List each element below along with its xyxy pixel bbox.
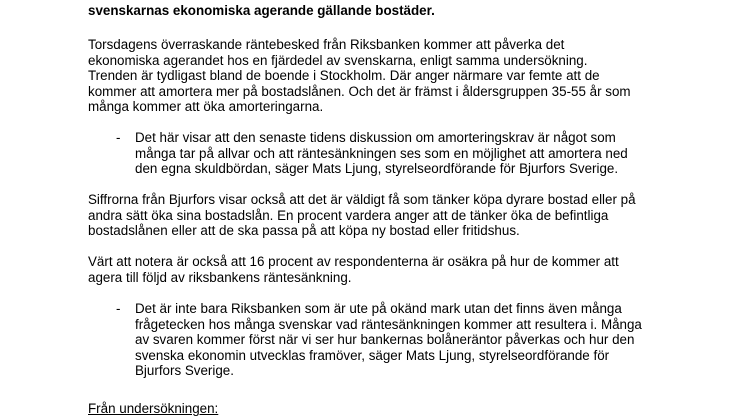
- quote-dash: -: [116, 130, 121, 145]
- quote-line: av svaren kommer först när vi ser hur bankernas bolåneräntor påverkas och hur den: [135, 332, 635, 347]
- paragraph-line: Värt att notera är också att 16 procent av respondenterna är osäkra på hur de kommer att: [88, 254, 619, 269]
- quote-line: Det här visar att den senaste tidens diskussion om amorteringskrav är något som: [135, 130, 616, 145]
- paragraph-line: Torsdagens överraskande räntebesked från Riksbanken kommer att påverka det: [88, 37, 565, 52]
- paragraph-line: bostadslånen eller att de ska passa på att köpa ny bostad eller fritidshus.: [88, 223, 520, 238]
- quote-dash: -: [116, 301, 121, 316]
- quote-line: många tar på allvar och att räntesänkningen ses som en möjlighet att amortera ned: [135, 146, 628, 161]
- quote-line: Bjurfors Sverige.: [135, 363, 234, 378]
- paragraph-line: många kommer att öka amorteringarna.: [88, 99, 324, 114]
- section-heading: Från undersökningen:: [88, 401, 219, 416]
- quote-line: Det är inte bara Riksbanken som är ute på okänd mark utan det finns även många: [135, 301, 622, 316]
- quote-line: svenska ekonomin utvecklas framöver, säger Mats Ljung, styrelseordförande för: [135, 348, 610, 363]
- intro-line: svenskarnas ekonomiska agerande gällande bostäder.: [88, 3, 435, 18]
- paragraph-line: ekonomiska agerandet hos en fjärdedel av svenskarna, enligt samma undersökning.: [88, 53, 588, 68]
- paragraph-line: Siffrorna från Bjurfors visar också att det är väldigt få som tänker köpa dyrare bostad eller på: [88, 192, 636, 207]
- quote-line: den egna skuldbördan, säger Mats Ljung, styrelseordförande för Bjurfors Sverige.: [135, 161, 619, 176]
- paragraph-line: andra sätt öka sina bostadslån. En procent vardera anger att de tänker öka de befintliga: [88, 208, 609, 223]
- paragraph-line: Trenden är tydligast bland de boende i Stockholm. Där anger närmare var femte att de: [88, 68, 600, 83]
- paragraph-line: kommer att amortera mer på bostadslånen. Och det är främst i åldersgruppen 35-55 år som: [88, 84, 631, 99]
- paragraph-line: agera till följd av riksbankens räntesänkning.: [88, 270, 352, 285]
- quote-line: frågetecken hos många svenskar vad räntesänkningen kommer att resultera i. Många: [135, 317, 642, 332]
